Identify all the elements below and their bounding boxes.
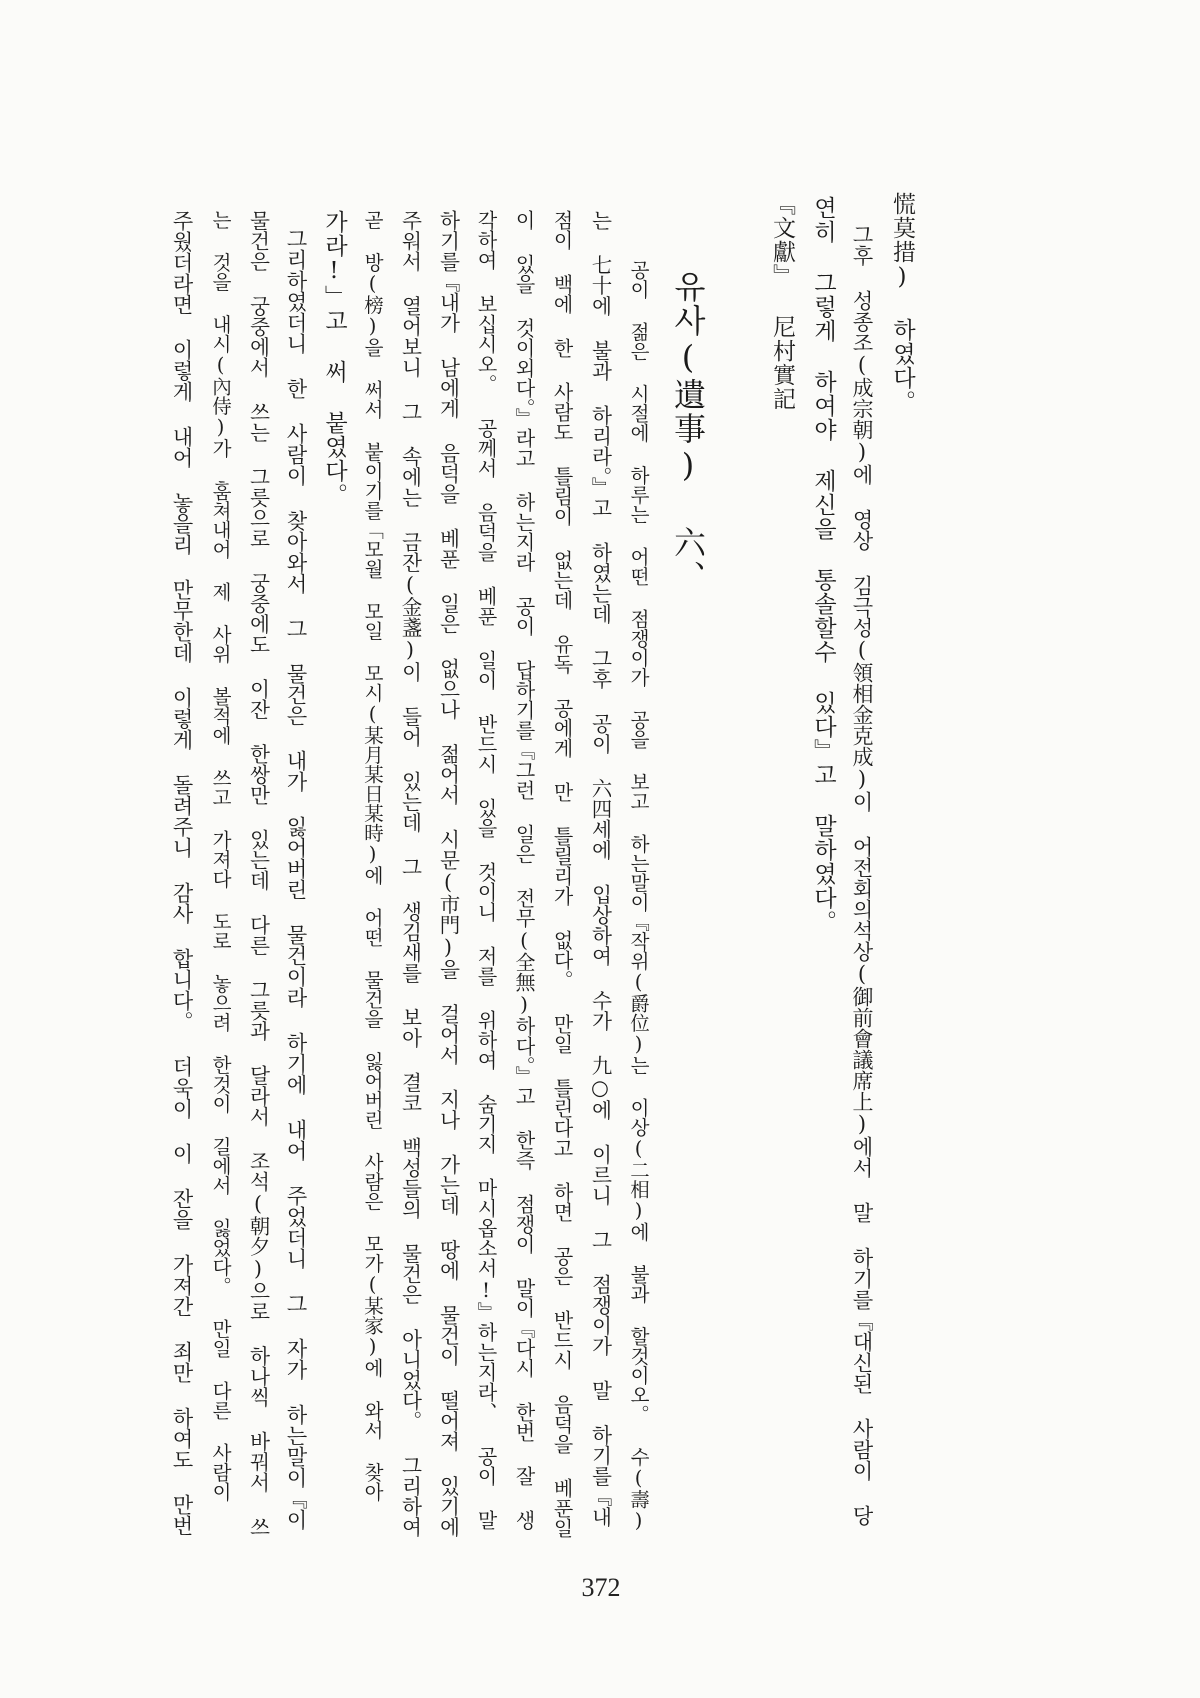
text-column-14: 그리하였더니 한 사람이 찾아와서 그 물건은 내가 잃어버린 물건이라 하기에 내어 주었더니 그 자가 하는말이『이	[284, 228, 308, 1530]
text-column-17: 주웠더라면 이렇게 내어 놓을리 만무한데 이렇게 돌려주니 감사 합니다。 더욱이 이 잔을 가져간 죄만 하여도 만번	[170, 210, 194, 1536]
section-heading: 유사(遺事) 六、	[669, 270, 707, 594]
text-column-5: 공이 젊은 시절에 하루는 어떤 점쟁이가 공을 보고 하는말이『작위(爵位)는 이상(二相)에 불과 할것이오。 수(壽)	[627, 260, 650, 1532]
text-column-11: 주워서 열어보니 그 속에는 금잔(金盞)이 들어 있는데 그 생김새를 보아 결코 백성들의 물건은 아니었다。 그리하여	[398, 210, 422, 1537]
text-column-12: 곧 방(榜)을 써서 붙이기를「모월 모일 모시(某月某日某時)에 어떤 물건을 잃어버린 사람은 모가(某家)에 와서 찾아	[361, 210, 384, 1502]
text-column-16: 는 것을 내시(內侍)가 훔쳐내어 제 사위 볼적에 쓰고 가져다 도로 놓으려 한것이 길에서 잃었다。 만일 다른 사람이	[209, 210, 232, 1502]
text-column-8: 이 있을 것이외다。』라고 하는지라 공이 답하기를『그런 일은 전무(全無)하다。』고 한즉 점쟁이 말이『다시 한번 잘 생	[512, 210, 536, 1530]
page-number: 372	[581, 1573, 621, 1602]
text-column-3: 연히 그렇게 하여야 제신을 통솔할수 있다』고 말하였다。	[810, 196, 836, 934]
text-column-13: 가라!」고 써 붙였다。	[321, 210, 347, 507]
text-column-6: 는 七十에 불과 하리라。』고 하였는데 그후 공이 六四세에 입상하여 수가 九○에 이르니 그 점쟁이가 말 하기를『내	[588, 210, 612, 1527]
text-column-15: 물건은 궁중에서 쓰는 그릇으로 궁중에도 이잔 한쌍만 있는데 다른 그릇과 달라서 조석(朝夕)으로 하나씩 바꿔서 쓰	[246, 210, 270, 1537]
text-column-10: 하기를『내가 남에게 음덕을 베푼 일은 없으나 젊어서 시문(市門)을 걸어서 지나 가는데 땅에 물건이 떨어져 있기에	[436, 210, 460, 1537]
text-column-2: 그후 성종조(成宗朝)에 영상 김극성(領相金克成)이 어전회의석상(御前會議席上)에서 말 하기를『대신된 사람이 당	[850, 224, 874, 1526]
text-column-9: 각하여 보십시오。 공께서 음덕을 베푼 일이 반드시 있을 것이니 저를 위하여 숨기지 마시옵소서!』하는지라、 공이 말	[474, 210, 498, 1530]
text-column-1: 慌莫措) 하였다。	[889, 192, 915, 414]
text-column-4: 『文獻』 尼村實記	[769, 192, 795, 411]
text-column-7: 점이 백에 한 사람도 틀림이 없는데 유독 공에게 만 틀릴리가 없다。 만일 틀린다고 하면 공은 반드시 음덕을 베푼일	[550, 210, 574, 1538]
